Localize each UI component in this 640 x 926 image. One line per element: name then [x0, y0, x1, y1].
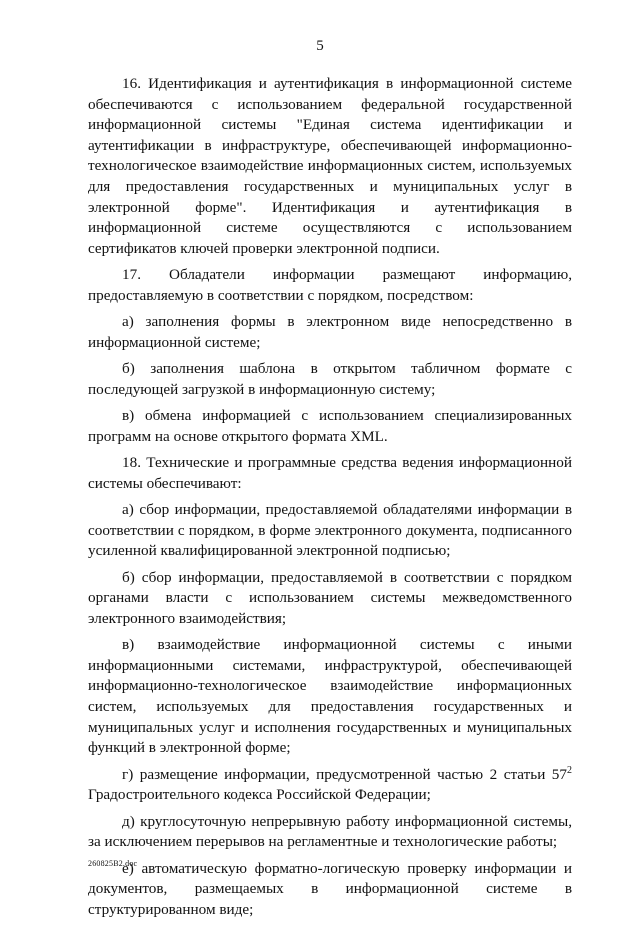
paragraph-17-information-owners: 17. Обладатели информации размещают информацию, предоставляемую в соответствии с порядком, посредством: — [88, 266, 572, 304]
paragraph-17a-form-entry: а) заполнения формы в электронном виде непосредственно в информационной системе; — [88, 313, 572, 351]
article-superscript: 2 — [567, 764, 572, 776]
paragraph-18a-signed-collection: а) сбор информации, предоставляемой обладателями информации в соответствии с порядком, в форме электронного документа, подписанного усиленной квалифицированной электронной подписью; — [88, 501, 572, 560]
paragraph-18g-placement — [88, 765, 572, 806]
document-body — [88, 74, 572, 926]
page-number: 5 — [316, 38, 324, 54]
paragraph-16-identification: 16. Идентификация и аутентификация в информационной системе обеспечиваются с использованием федеральной государственной информационной системы "Единая система идентификации и аутентификации в инфраструктуре, обеспечивающей информационно-технологическое взаимодействие информационных систем, используемых для предоставления государственных и муниципальных услуг в электронной форме". Идентификация и аутентификация в информационной системе осуществляются с использованием сертификатов ключей проверки электронной подписи. — [88, 75, 572, 257]
paragraph-18g-text-end: Градостроительного кодекса Российской Федерации; — [88, 786, 431, 804]
paragraph-18-technical-means: 18. Технические и программные средства ведения информационной системы обеспечивают: — [88, 454, 572, 492]
paragraph-18e-format-check: е) автоматическую форматно-логическую проверку информации и документов, размещаемых в информационной системе в структурированном виде; — [88, 859, 572, 918]
document-code: 260825В2.doc — [88, 859, 138, 868]
paragraph-18d-continuous-operation: д) круглосуточную непрерывную работу информационной системы, за исключением перерывов на регламентные и технологические работы; — [88, 812, 572, 851]
paragraph-17c-xml-exchange: в) обмена информацией с использованием специализированных программ на основе открытого формата XML. — [88, 407, 572, 445]
paragraph-18g-text-start: г) размещение информации, предусмотренной частью 2 статьи 57 — [122, 765, 567, 783]
paragraph-18c-system-interaction: в) взаимодействие информационной системы с иными информационными системами, инфраструктурой, обеспечивающей информационно-технологическое взаимодействие информационных систем, используемых для предоставления государственных и муниципальных услуг и исполнения государственных и муниципальных функций в электронной форме; — [88, 636, 572, 757]
paragraph-17b-template-upload: б) заполнения шаблона в открытом табличном формате с последующей загрузкой в информационную систему; — [88, 360, 572, 398]
paragraph-18b-interagency-collection: б) сбор информации, предоставляемой в соответствии с порядком органами власти с использованием системы межведомственного электронного взаимодействия; — [88, 568, 572, 627]
